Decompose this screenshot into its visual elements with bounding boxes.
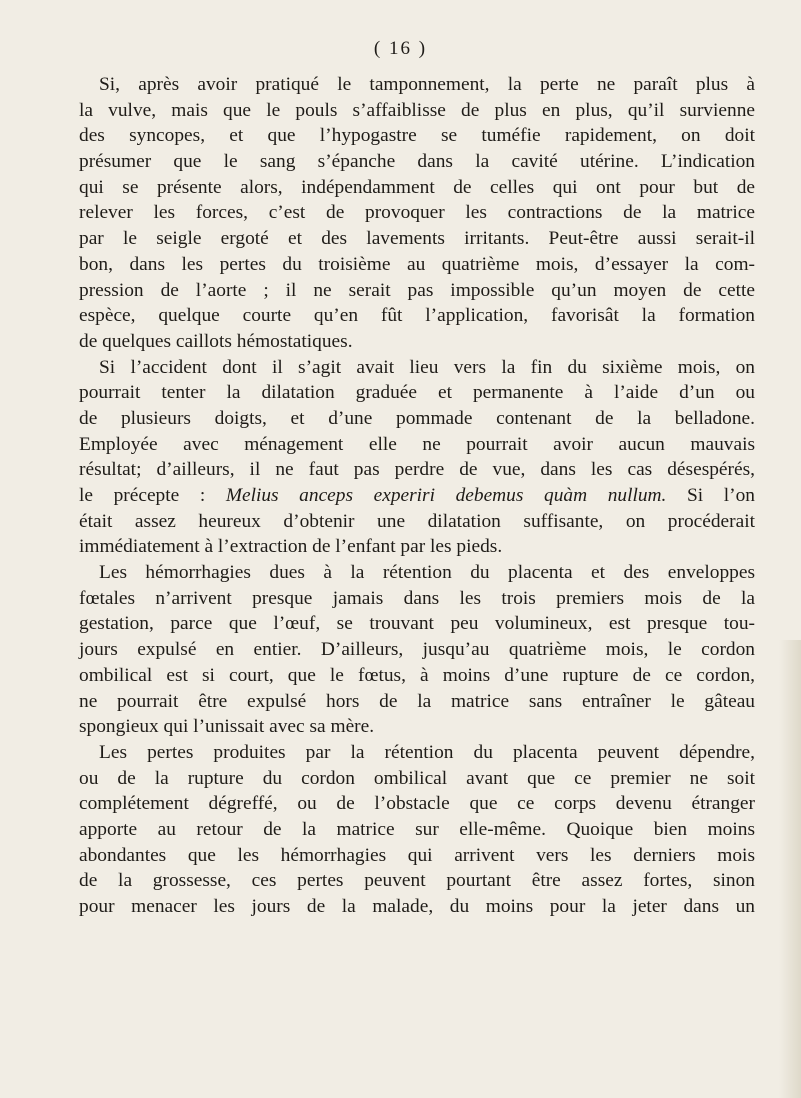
text-line-content xyxy=(99,560,755,586)
text-line xyxy=(79,226,755,252)
text-line-content xyxy=(79,611,755,637)
text-line-content xyxy=(79,252,755,278)
text-line-content xyxy=(79,509,755,535)
text-run: abondantes que les hémorrhagies qui arrivent vers les derniers mois xyxy=(79,844,755,866)
text-line-content xyxy=(79,226,755,252)
text-line-content xyxy=(79,894,755,920)
text-line xyxy=(79,817,755,843)
text-line xyxy=(79,98,755,124)
text-line-content xyxy=(79,406,755,432)
text-line xyxy=(79,432,755,458)
text-run: pression de l’aorte ; il ne serait pas impossible qu’un moyen de cette xyxy=(79,279,755,301)
text-line-content xyxy=(79,200,755,226)
text-run: était assez heureux d’obtenir une dilatation suffisante, on procéderait xyxy=(79,510,755,532)
text-line xyxy=(79,175,755,201)
text-run: pourrait tenter la dilatation graduée et permanente à l’aide d’un ou xyxy=(79,382,755,404)
text-run: le précepte : xyxy=(79,485,226,506)
text-line-content xyxy=(79,149,755,175)
text-run: apporte au retour de la matrice sur elle-même. Quoique bien moins xyxy=(79,818,755,840)
text-run: Les pertes produites par la rétention du placenta peuvent dépendre, xyxy=(99,741,755,763)
text-line-content xyxy=(99,355,755,381)
text-run: Si l’on xyxy=(666,485,755,506)
text-line-content xyxy=(79,637,755,663)
text-run: pour menacer les jours de la malade, du moins pour la jeter dans un xyxy=(79,896,755,917)
text-line xyxy=(79,355,755,381)
text-line-content xyxy=(79,689,755,715)
text-run: qui se présente alors, indépendamment de celles qui ont pour but de xyxy=(79,176,755,198)
text-run: relever les forces, c’est de provoquer les contractions de la matrice xyxy=(79,202,755,224)
text-line-content xyxy=(79,380,755,406)
text-line xyxy=(79,380,755,406)
text-line-content xyxy=(79,432,755,458)
text-run: immédiatement à l’extraction de l’enfant par les pieds. xyxy=(79,536,503,558)
text-line xyxy=(79,72,755,98)
text-run: Les hémorrhagies dues à la rétention du placenta et des enveloppes xyxy=(99,562,755,584)
text-line-content xyxy=(79,329,755,355)
text-line-content xyxy=(99,740,755,766)
text-run: résultat; d’ailleurs, il ne faut pas perdre de vue, dans les cas désespérés, xyxy=(79,459,755,481)
text-line-content xyxy=(79,868,755,894)
text-line-content xyxy=(79,534,755,560)
text-line xyxy=(79,534,755,560)
text-run: ou de la rupture du cordon ombilical avant que ce premier ne soit xyxy=(79,767,755,789)
text-line-content xyxy=(79,766,755,792)
page-edge-shadow xyxy=(779,640,801,1098)
text-line xyxy=(79,714,755,740)
text-line xyxy=(79,123,755,149)
text-line xyxy=(79,740,755,766)
text-line xyxy=(79,406,755,432)
body-text xyxy=(79,72,755,920)
text-line xyxy=(79,611,755,637)
text-line xyxy=(79,766,755,792)
text-line-content xyxy=(79,817,755,843)
text-line-content xyxy=(79,303,755,329)
text-line-content xyxy=(99,72,755,98)
text-run: présumer que le sang s’épanche dans la cavité utérine. L’indication xyxy=(79,151,755,173)
text-run: complétement dégreffé, ou de l’obstacle que ce corps devenu étranger xyxy=(79,793,755,815)
text-line xyxy=(79,791,755,817)
text-line xyxy=(79,663,755,689)
text-run: gestation, parce que l’œuf, se trouvant peu volumineux, est presque tou- xyxy=(79,613,755,635)
text-line xyxy=(79,329,755,355)
text-line-content xyxy=(79,457,755,483)
text-line xyxy=(79,868,755,894)
text-line-content xyxy=(79,791,755,817)
text-line xyxy=(79,843,755,869)
text-line-content xyxy=(79,714,755,740)
text-run: de plusieurs doigts, et d’une pommade contenant de la belladone. xyxy=(79,407,755,429)
text-line xyxy=(79,457,755,483)
text-run: espèce, quelque courte qu’en fût l’application, favorisât la formation xyxy=(79,305,755,327)
text-line-content xyxy=(79,123,755,149)
text-line-content xyxy=(79,663,755,689)
text-run: Si l’accident dont il s’agit avait lieu vers la fin du sixième mois, on xyxy=(99,356,755,378)
text-line xyxy=(79,303,755,329)
text-line xyxy=(79,560,755,586)
text-line-content xyxy=(79,278,755,304)
text-run: par le seigle ergoté et des lavements irritants. Peut-être aussi serait-il xyxy=(79,228,755,250)
text-line-content xyxy=(79,843,755,869)
text-run: Employée avec ménagement elle ne pourrait avoir aucun mauvais xyxy=(79,433,755,455)
text-line-content xyxy=(79,586,755,612)
text-run: jours expulsé en entier. D’ailleurs, jusqu’au quatrième mois, le cordon xyxy=(79,639,755,661)
text-line-content xyxy=(79,98,755,124)
text-line xyxy=(79,252,755,278)
page-number: ( 16 ) xyxy=(373,38,428,59)
text-run: ombilical est si court, que le fœtus, à moins d’une rupture de ce cordon, xyxy=(79,664,755,686)
text-line xyxy=(79,637,755,663)
text-line xyxy=(79,586,755,612)
text-line-content xyxy=(79,175,755,201)
text-line-content xyxy=(79,483,755,509)
text-run: de quelques caillots hémostatiques. xyxy=(79,330,353,352)
text-line xyxy=(79,200,755,226)
text-run: la vulve, mais que le pouls s’affaiblisse de plus en plus, qu’il survienne xyxy=(79,99,755,121)
text-line xyxy=(79,509,755,535)
text-run: de la grossesse, ces pertes peuvent pourtant être assez fortes, sinon xyxy=(79,870,755,892)
text-run: des syncopes, et que l’hypogastre se tuméfie rapidement, on doit xyxy=(79,125,755,147)
text-line xyxy=(79,894,755,920)
text-line xyxy=(79,149,755,175)
text-run: ne pourrait être expulsé hors de la matrice sans entraîner le gâteau xyxy=(79,690,755,712)
text-line xyxy=(79,483,755,509)
text-run: fœtales n’arrivent presque jamais dans les trois premiers mois de la xyxy=(79,587,755,609)
text-run: Si, après avoir pratiqué le tamponnement, la perte ne paraît plus à xyxy=(99,74,755,95)
text-run: spongieux qui l’unissait avec sa mère. xyxy=(79,716,375,738)
latin-quote: Melius anceps experiri debemus quàm nullum. xyxy=(225,485,667,506)
text-line xyxy=(79,689,755,715)
text-line xyxy=(79,278,755,304)
text-run: bon, dans les pertes du troisième au quatrième mois, d’essayer la com- xyxy=(79,253,755,275)
